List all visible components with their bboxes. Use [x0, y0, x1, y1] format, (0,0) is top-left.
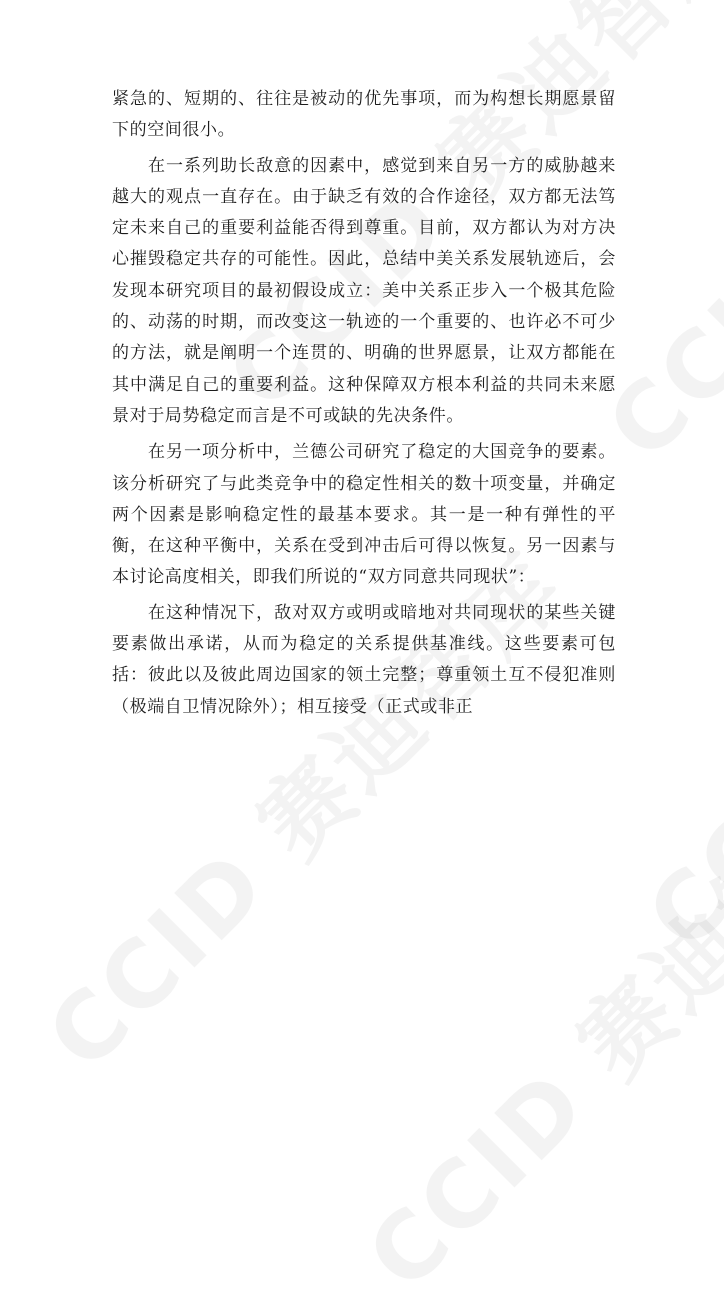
paragraph: 在一系列助长敌意的因素中，感觉到来自另一方的威胁越来越大的观点一直存在。由于缺乏有效的合作途径，双方都无法笃定未来自己的重要利益能否得到尊重。目前，双方都认为对方决心摧毁稳定共存的可能性。因此，总结中美关系发展轨迹后，会发现本研究项目的最初假设成立：美中关系正步入一个极其危险的、动荡的时期，而改变这一轨迹的一个重要的、也许必不可少的方法，就是阐明一个连贯的、明确的世界愿景，让双方都能在其中满足自己的重要利益。这种保障双方根本利益的共同未来愿景对于局势稳定而言是不可或缺的先决条件。 [112, 155, 616, 426]
document-body [112, 84, 616, 723]
paragraph-continuation: 紧急的、短期的、往往是被动的优先事项，而为构想长期愿景留下的空间很小。 [112, 89, 616, 141]
watermark [613, 398, 724, 973]
block-quote-paragraph: 在这种情况下，敌对双方或明或暗地对共同现状的某些关键要素做出承诺，从而为稳定的关系提供基准线。这些要素可包括：彼此以及彼此周边国家的领土完整；尊重领土互不侵犯准则（极端自卫情况除外）；相互接受（正式或非正 [112, 602, 616, 717]
watermark [333, 738, 724, 1313]
paragraph: 在另一项分析中，兰德公司研究了稳定的大国竞争的要素。该分析研究了与此类竞争中的稳定性相关的数十项变量，并确定两个因素是影响稳定性的最基本要求。其一是一种有弹性的平衡，在这种平衡中，关系在受到冲击后可得以恢复。另一因素与本讨论高度相关，即我们所说的“双方同意共同现状”： [112, 442, 616, 588]
